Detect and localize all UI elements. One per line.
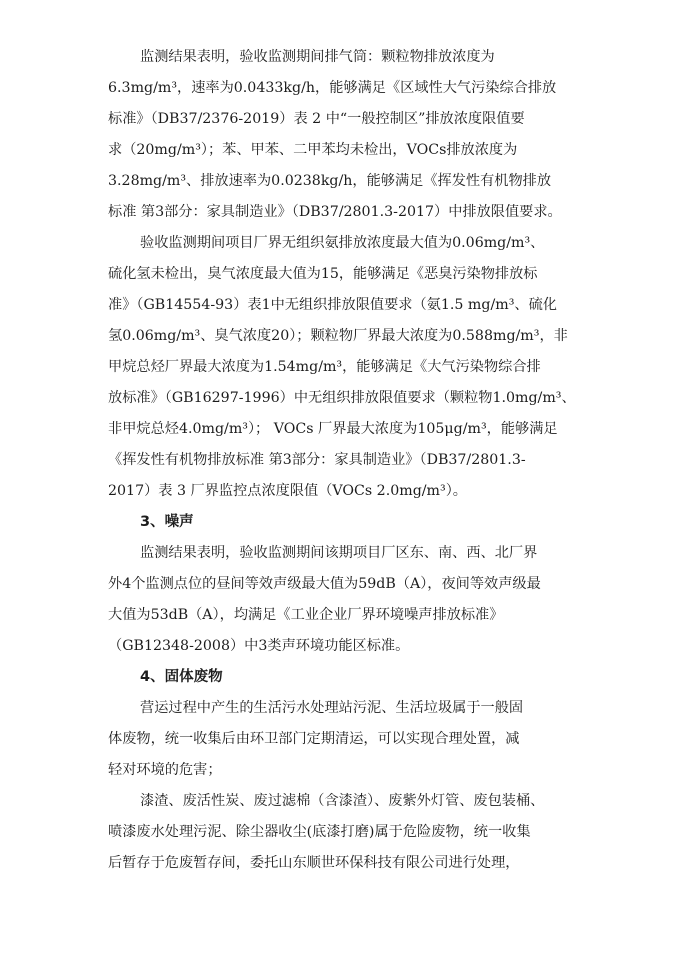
text-line: 非甲烷总烃4.0mg/m³）； VOCs 厂界最大浓度为105μg/m³，能够满足 <box>108 421 558 437</box>
text-line: 甲烷总烃厂界最大浓度为1.54mg/m³，能够满足《大气污染物综合排 <box>108 359 541 375</box>
text-line: 喷漆废水处理污泥、除尘器收尘(底漆打磨)属于危险废物，统一收集 <box>108 824 531 840</box>
text-line: 《挥发性有机物排放标准 第3部分：家具制造业》（DB37/2801.3- <box>108 452 526 468</box>
hazardous-waste-paragraph <box>108 786 608 879</box>
text-line: 监测结果表明，验收监测期间排气筒：颗粒物排放浓度为 <box>140 49 495 65</box>
text-line: 外4个监测点位的昼间等效声级最大值为59dB（A），夜间等效声级最 <box>108 576 541 592</box>
text-line: 氢0.06mg/m³、臭气浓度20）；颗粒物厂界最大浓度为0.588mg/m³，非 <box>108 328 568 344</box>
text-line: 硫化氢未检出，臭气浓度最大值为15，能够满足《恶臭污染物排放标 <box>108 266 538 282</box>
text-line: 体废物，统一收集后由环卫部门定期清运，可以实现合理处置，减 <box>108 731 520 747</box>
text-line: 监测结果表明，验收监测期间该期项目厂区东、南、西、北厂界 <box>140 545 538 561</box>
text-line: 大值为53dB（A），均满足《工业企业厂界环境噪声排放标准》 <box>108 607 504 623</box>
text-line: 营运过程中产生的生活污水处理站污泥、生活垃圾属于一般固 <box>140 700 524 716</box>
noise-heading: 3、噪声 <box>140 514 194 530</box>
air-boundary-paragraph <box>108 228 608 507</box>
text-line: 标准》（DB37/2376-2019）表 2 中“一般控制区”排放浓度限值要 <box>108 111 525 127</box>
text-line: 漆渣、废活性炭、废过滤棉（含漆渣）、废紫外灯管、废包装桶、 <box>140 793 545 809</box>
general-waste-paragraph <box>108 693 608 786</box>
air-stack-paragraph <box>108 42 608 228</box>
text-line: 验收监测期间项目厂界无组织氨排放浓度最大值为0.06mg/m³、 <box>140 235 545 251</box>
text-line: 标准 第3部分：家具制造业》（DB37/2801.3-2017）中排放限值要求。 <box>108 204 562 220</box>
text-line: 准》（GB14554-93）表1中无组织排放限值要求（氨1.5 mg/m³、硫化 <box>108 297 557 313</box>
solid-waste-heading: 4、固体废物 <box>140 669 223 685</box>
text-line: 6.3mg/m³，速率为0.0433kg/h，能够满足《区域性大气污染综合排放 <box>108 80 557 96</box>
text-line: 轻对环境的危害； <box>108 762 222 778</box>
text-line: 2017）表 3 厂界监控点浓度限值（VOCs 2.0mg/m³）。 <box>108 483 467 499</box>
noise-paragraph <box>108 538 608 662</box>
text-line: （GB12348-2008）中3类声环境功能区标准。 <box>108 638 410 654</box>
text-line: 3.28mg/m³、排放速率为0.0238kg/h，能够满足《挥发性有机物排放 <box>108 173 552 189</box>
text-line: 后暂存于危废暂存间，委托山东顺世环保科技有限公司进行处理， <box>108 855 520 871</box>
text-line: 求（20mg/m³）；苯、甲苯、二甲苯均未检出，VOCs排放浓度为 <box>108 142 518 158</box>
text-line: 放标准》（GB16297-1996）中无组织排放限值要求（颗粒物1.0mg/m³、 <box>108 390 576 406</box>
